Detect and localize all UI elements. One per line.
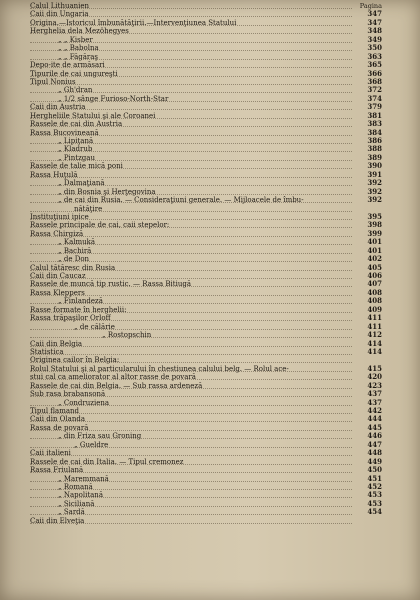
toc-entry-title: Statistica [30,347,64,356]
toc-entry-page: 454 [367,507,382,517]
toc-entry-title: Tipul flamand [30,407,80,415]
toc-entry-title: Tipul Nonius [30,77,76,86]
toc-entry-title: „ Romană [58,482,93,491]
toc-entry-title: „ de călărie [74,322,115,331]
toc-entry [30,179,382,187]
toc-entry-page: 437 [367,397,382,407]
toc-entry-page: 408 [367,296,382,306]
toc-entry-title: Rassele de cai din Austria [30,120,123,129]
toc-entry-title: Caii din Olanda [30,415,85,424]
toc-entry-title: Rassa de povară [30,423,89,432]
toc-entry [30,491,382,499]
toc-entry [30,205,382,213]
toc-entry-title: „ Siciliană [58,499,95,508]
toc-entry [30,382,382,390]
toc-entry [30,70,382,78]
toc-entry-page: 391 [367,169,382,179]
toc-entry [30,103,382,111]
toc-entry [30,475,382,483]
toc-entry-title: Originea cailor în Belgia: [30,356,120,365]
toc-entry [30,424,382,432]
toc-entry-page: 381 [367,110,382,120]
toc-entry [30,272,382,280]
toc-entry-page: 405 [367,262,382,272]
toc-entry [30,441,382,449]
toc-entry-title: „ Bachiră [58,246,92,255]
toc-entry-page: 414 [367,346,382,356]
toc-entry-page: 368 [367,76,382,86]
toc-entry-title: Rassele de talie mică poni [30,162,123,171]
toc-entry-title: „ Sardă [58,508,85,517]
toc-entry-title: Rassa Friulană [30,466,84,475]
toc-entry-title: „ „ Făgăraş [58,52,99,61]
toc-entry-title: Rassele de cai din Italia. — Tipul cremonez [30,457,184,466]
toc-entry-page: 363 [367,51,382,61]
toc-entry-page: 437 [367,389,382,399]
toc-entry [30,120,382,128]
toc-entry [30,86,382,94]
toc-entry-page: 395 [367,211,382,221]
toc-entry-title: „ „ Babolna [58,44,99,53]
toc-entry [30,297,382,305]
toc-entry-title: Caii din Caucaz [30,272,86,280]
toc-entry [30,78,382,86]
toc-entry-page: 412 [367,330,382,340]
toc-entry-page: 445 [367,422,382,432]
toc-entry-page: 348 [367,26,382,36]
toc-entry [30,466,382,474]
toc-entry [30,517,382,525]
toc-entry-page: 401 [367,245,382,255]
toc-entry-title: Depo-ite de armăsari [30,61,105,70]
toc-entry-title: Origina.—Istoricul îmbunătăţirii.—Intervenţiunea Statului [30,18,237,27]
toc-entry [30,19,382,27]
toc-entry-page: 374 [367,93,382,103]
toc-entry [30,390,382,398]
toc-entry [30,221,382,229]
toc-entry-page: 392 [367,178,382,188]
toc-entry-page: 365 [367,60,382,70]
toc-entry [30,365,382,373]
toc-entry-title: „ Maremmană [58,474,109,483]
toc-entry [30,483,382,491]
toc-entry-title: „ din Friza sau Groning [58,432,142,441]
toc-entry-page: 350 [367,43,382,53]
toc-entry-title: „ Rostopschin [102,331,152,340]
toc-entry [30,280,382,288]
toc-entry-page: 415 [367,363,382,373]
toc-entry-title: Calul tătăresc din Rusia [30,263,116,272]
toc-entry [30,407,382,415]
toc-entry-page: 442 [367,406,382,415]
toc-entry-title: „ Gueldre [74,440,109,449]
toc-entry [30,162,382,170]
toc-entry-title: „ de cai din Rusia. — Consideraţiuni generale. — Mijloacele de îmbu- [58,196,304,205]
toc-entry [30,356,382,364]
toc-entry [30,340,382,348]
toc-entry-title: Rolul Statului şi al particularului în chestiunea calului belg. — Rolul ace- [30,364,289,373]
toc-entry-title: Hergheliile Statului şi ale Coroanei [30,111,156,120]
toc-entry-title: „ Pintzgau [58,153,95,162]
toc-entry-title: „ din Bosnia şi Herţegovina [58,187,156,196]
page-column-header: Pagina [359,2,382,10]
toc-entry-page: 366 [367,68,382,78]
toc-entry-page: 392 [367,186,382,196]
toc-entry-page: 349 [367,34,382,44]
toc-entry [30,10,382,18]
toc-entry-page: 399 [367,228,382,238]
toc-entry [30,255,382,263]
toc-entry-title: „ Gh'dran [58,86,93,95]
toc-entry-page: 406 [367,271,382,280]
toc-entry-page: 444 [367,414,382,424]
toc-entry-title: Caii din Elveţia [30,516,85,525]
toc-entry [30,264,382,272]
toc-entry [30,27,382,35]
toc-entry [30,306,382,314]
toc-entry-page: 411 [367,321,382,331]
toc-entry-title: „ Napolitană [58,491,103,500]
toc-entry [30,238,382,246]
toc-entry-page: 414 [367,338,382,348]
toc-entry-title: stui cal ca ameliorator al altor rasse de povară [30,373,196,382]
toc-entry-title: Instituţiuni ipice [30,212,89,221]
toc-entry [30,44,382,52]
toc-entry-page: 453 [367,498,382,508]
toc-entry [30,289,382,297]
toc-entry-page: 390 [367,161,382,171]
toc-entry [30,432,382,440]
toc-entry-page: 450 [367,465,382,475]
toc-entry-title: „ Dalmaţiană [58,179,105,188]
toc-entry-title: Calul Lithuanien [30,2,90,10]
toc-entry [30,112,382,120]
toc-entry-page: 409 [367,304,382,314]
toc-entry [30,196,382,204]
toc-entry-title: „ Kalmukă [58,238,96,247]
toc-entry [30,415,382,423]
toc-entry-page: 451 [367,473,382,483]
toc-entry-title: „ Finlandeză [58,297,103,306]
table-of-contents [30,2,382,525]
toc-entry-page: 383 [367,119,382,129]
toc-entry [30,458,382,466]
toc-entry-page: 448 [367,448,382,458]
toc-entry-page: 379 [367,102,382,112]
toc-entry-title: Rassa Kleppers [30,288,85,297]
toc-entry-title: Sub rasa brabansonă [30,390,106,399]
toc-entry [30,95,382,103]
toc-entry-page: 388 [367,144,382,154]
toc-entry-title: „ Condruziena [58,398,110,407]
toc-entry-title: Rassele de cai din Belgia. — Sub rassa ardeneză [30,381,203,390]
toc-entry [30,137,382,145]
toc-entry-title: „ Kladrub [58,145,93,154]
toc-entry-page: 447 [367,439,382,449]
toc-entry-title: „ Lipiţană [58,137,94,145]
toc-entry-title: Tipurile de cai ungureşti [30,69,118,78]
toc-entry-title: Caii din Austria [30,103,86,112]
toc-entry-title: Rassa trăpaşilor Orloff [30,314,111,323]
toc-entry-page: 384 [367,127,382,137]
toc-entry [30,500,382,508]
toc-entry [30,145,382,153]
toc-entry [30,247,382,255]
toc-entry-page: 453 [367,490,382,500]
toc-entry-page: 392 [367,195,382,205]
toc-entry [30,399,382,407]
toc-entry-page: 407 [367,279,382,289]
toc-entry-title: Rassa Huţulă [30,170,78,179]
toc-entry-title: Rasse formate în herghelii: [30,305,127,314]
toc-entry [30,331,382,339]
toc-entry [30,2,382,10]
toc-entry-page: 347 [367,17,382,27]
toc-entry-page: 420 [367,372,382,382]
toc-entry-page: 411 [367,313,382,323]
toc-entry-title: „ de Don [58,255,90,264]
toc-entry-page: 446 [367,431,382,441]
toc-entry-title: Rassele principale de cai, caii stepelor: [30,221,170,230]
toc-entry-title: Caii din Belgia [30,339,83,348]
toc-entry-title: Rassa Chirgiză [30,229,84,238]
toc-entry [30,53,382,61]
toc-entry [30,348,382,356]
toc-entry-page: 386 [367,136,382,145]
toc-entry-title: „ 1/2 sânge Furioso-North-Star [58,94,169,103]
toc-entry-page: 423 [367,380,382,390]
toc-entry-page: 452 [367,481,382,491]
toc-entry [30,154,382,162]
toc-entry [30,323,382,331]
toc-entry-page: 401 [367,237,382,247]
toc-entry [30,508,382,516]
toc-entry-page: 347 [367,9,382,19]
toc-entry [30,230,382,238]
toc-entry-title: Caii italieni [30,449,71,458]
toc-entry-title: Rassa Bucovineană [30,128,99,137]
toc-entry [30,188,382,196]
toc-entry [30,314,382,322]
toc-entry-title: Caii din Ungaria [30,10,89,19]
toc-entry-page: 398 [367,220,382,230]
toc-entry [30,449,382,457]
toc-entry [30,61,382,69]
toc-entry-title: Rassele de muncă tip rustic. — Rassa Bitiugă [30,280,191,289]
toc-entry [30,129,382,137]
toc-entry-page: 449 [367,456,382,466]
toc-entry-title: „ „ Kisber [58,35,93,44]
toc-entry-page: 402 [367,254,382,264]
toc-entry [30,373,382,381]
toc-entry [30,213,382,221]
toc-entry-page: 372 [367,85,382,95]
toc-entry [30,171,382,179]
toc-entry-title: nătăţire [74,204,103,213]
toc-entry-title: Herghelia dela Mezöhegyes [30,27,129,36]
toc-entry-page: 389 [367,152,382,162]
toc-entry-page: 408 [367,287,382,297]
toc-entry [30,36,382,44]
